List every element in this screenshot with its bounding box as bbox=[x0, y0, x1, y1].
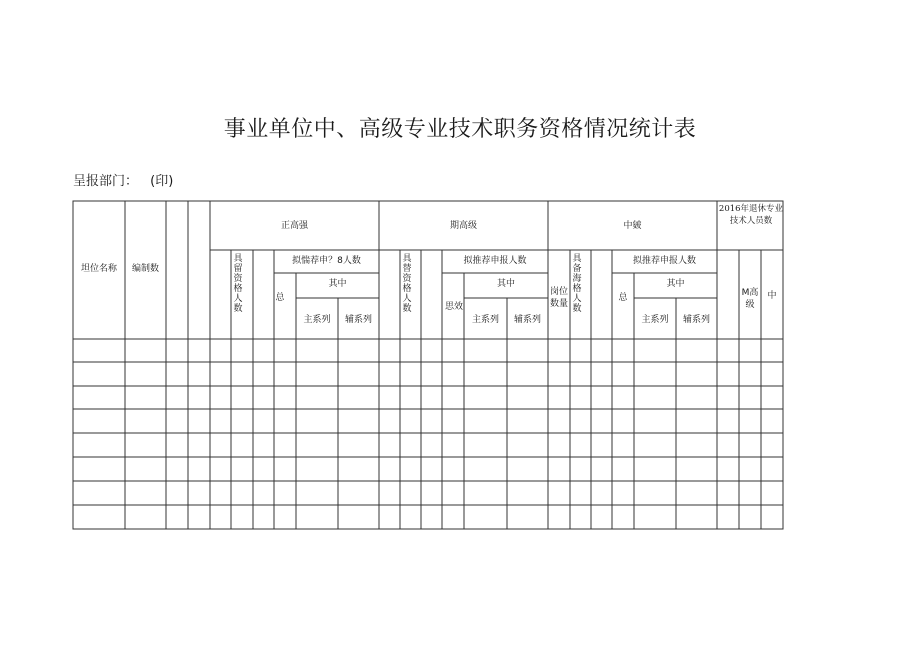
header-senior: 正高强 bbox=[280, 221, 308, 231]
department-label: 呈报部门： bbox=[73, 174, 139, 189]
header-post-count: 岗位数量 bbox=[549, 287, 568, 309]
header-senior-total: 总 bbox=[275, 293, 285, 303]
header-senior-qizhong: 其中 bbox=[328, 279, 347, 289]
header-associate-total: 思效 bbox=[444, 302, 463, 312]
header-senior-report: 拟惴荐申？8人数 bbox=[292, 256, 361, 266]
header-associate-qizhong: 其中 bbox=[496, 279, 515, 289]
header-associate-qualified: 具替资格人数 bbox=[402, 254, 412, 314]
header-intermediate-qualified: 具备海格人数 bbox=[572, 254, 582, 314]
header-associate: 期高级 bbox=[449, 221, 477, 231]
header-quota: 编制数 bbox=[131, 264, 159, 274]
header-intermediate-total: 总 bbox=[618, 293, 628, 303]
header-unit-name: 坦位名称 bbox=[80, 264, 117, 274]
header-retired-high: M高级 bbox=[741, 288, 759, 310]
header-associate-main: 主系列 bbox=[471, 315, 499, 325]
header-senior-qualified: 具留资格人数 bbox=[233, 254, 243, 314]
header-senior-aux: 辅系列 bbox=[344, 315, 372, 325]
header-retired: 2016年退休专业技术人员数 bbox=[718, 204, 784, 226]
header-intermediate: 中皴 bbox=[623, 221, 642, 231]
header-retired-mid: 中 bbox=[767, 291, 777, 301]
header-intermediate-aux: 辅系列 bbox=[682, 315, 710, 325]
header-intermediate-qizhong: 其中 bbox=[666, 279, 685, 289]
header-intermediate-main: 主系列 bbox=[641, 315, 669, 325]
header-intermediate-report: 拟推荐申报人数 bbox=[632, 256, 696, 266]
seal-label: (印) bbox=[150, 174, 174, 189]
page-title: 事业单位中、高级专业技术职务资格情况统计表 bbox=[223, 117, 697, 142]
header-associate-report: 拟推荐申报人数 bbox=[463, 256, 527, 266]
header-associate-aux: 辅系列 bbox=[513, 315, 541, 325]
header-senior-main: 主系列 bbox=[303, 315, 331, 325]
